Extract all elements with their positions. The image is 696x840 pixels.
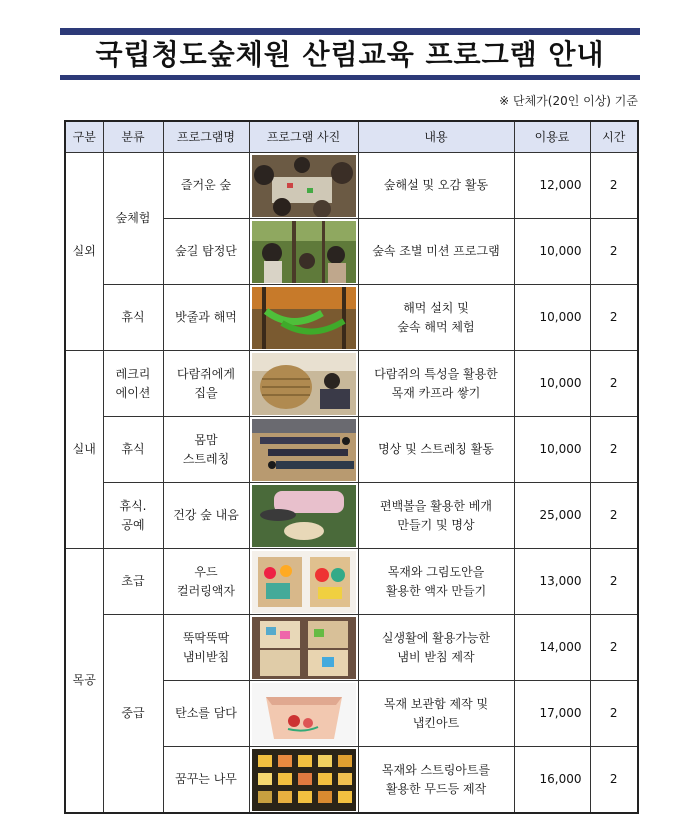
category-cell: 휴식 [103, 417, 163, 483]
fee-cell: 16,000 [514, 747, 590, 814]
fee-cell: 10,000 [514, 219, 590, 285]
table-row [65, 417, 638, 483]
fee-cell: 10,000 [514, 351, 590, 417]
program-name: 즐거운 숲 [163, 153, 249, 219]
content-cell: 목재와 그림도안을 활용한 액자 만들기 [358, 549, 514, 615]
header-time: 시간 [590, 121, 638, 153]
content-cell: 실생활에 활용가능한 냄비 받침 제작 [358, 615, 514, 681]
program-name: 숲길 탐정단 [163, 219, 249, 285]
photo-cell [249, 351, 358, 417]
wooden-box-photo [252, 683, 356, 745]
photo-cell [249, 681, 358, 747]
header-category: 분류 [103, 121, 163, 153]
program-name: 몸맘 스트레칭 [163, 417, 249, 483]
title-top-bar [60, 28, 640, 35]
content-cell: 해먹 설치 및 숲속 해먹 체험 [358, 285, 514, 351]
header-content: 내용 [358, 121, 514, 153]
content-cell: 다람쥐의 특성을 활용한 목재 카프라 쌓기 [358, 351, 514, 417]
header-photo: 프로그램 사진 [249, 121, 358, 153]
photo-cell [249, 483, 358, 549]
header-fee: 이용료 [514, 121, 590, 153]
squirrel-house-photo [252, 353, 356, 415]
category-cell: 중급 [103, 615, 163, 814]
coloring-frame-photo [252, 551, 356, 613]
time-cell: 2 [590, 285, 638, 351]
forest-detective-photo [252, 221, 356, 283]
program-name: 탄소를 담다 [163, 681, 249, 747]
content-cell: 목재와 스트링아트를 활용한 무드등 제작 [358, 747, 514, 814]
title-bottom-bar [60, 75, 640, 80]
time-cell: 2 [590, 351, 638, 417]
category-cell: 숲체험 [103, 153, 163, 285]
stretching-photo [252, 419, 356, 481]
program-name: 건강 숲 내음 [163, 483, 249, 549]
time-cell: 2 [590, 153, 638, 219]
program-name: 뚝딱뚝딱 냄비받침 [163, 615, 249, 681]
fee-cell: 17,000 [514, 681, 590, 747]
time-cell: 2 [590, 417, 638, 483]
section-cell: 목공 [65, 549, 103, 814]
header-program-name: 프로그램명 [163, 121, 249, 153]
table-row [65, 351, 638, 417]
category-cell: 휴식 [103, 285, 163, 351]
time-cell: 2 [590, 219, 638, 285]
photo-cell [249, 417, 358, 483]
table-row [65, 285, 638, 351]
page-title: 국립청도숲체원 산림교육 프로그램 안내 [95, 38, 605, 71]
category-cell: 레크리 에이션 [103, 351, 163, 417]
forest-activity-photo [252, 155, 356, 217]
content-cell: 목재 보관함 제작 및 냅킨아트 [358, 681, 514, 747]
fee-cell: 10,000 [514, 417, 590, 483]
fee-cell: 12,000 [514, 153, 590, 219]
category-cell: 휴식. 공예 [103, 483, 163, 549]
content-cell: 명상 및 스트레칭 활동 [358, 417, 514, 483]
program-table [64, 120, 639, 814]
section-cell: 실내 [65, 351, 103, 549]
photo-cell [249, 285, 358, 351]
photo-cell [249, 747, 358, 814]
time-cell: 2 [590, 681, 638, 747]
time-cell: 2 [590, 747, 638, 814]
program-name: 꿈꾸는 나무 [163, 747, 249, 814]
photo-cell [249, 153, 358, 219]
table-row [65, 549, 638, 615]
table-row [65, 483, 638, 549]
pillow-photo [252, 485, 356, 547]
time-cell: 2 [590, 615, 638, 681]
content-cell: 숲속 조별 미션 프로그램 [358, 219, 514, 285]
header-row [65, 121, 638, 153]
table-row [65, 615, 638, 681]
time-cell: 2 [590, 483, 638, 549]
program-name: 우드 컬러링액자 [163, 549, 249, 615]
photo-cell [249, 615, 358, 681]
photo-cell [249, 549, 358, 615]
fee-cell: 14,000 [514, 615, 590, 681]
mood-lamp-photo [252, 749, 356, 811]
hammock-photo [252, 287, 356, 349]
group-price-note: ※ 단체가(20인 이상) 기준 [499, 94, 638, 108]
category-cell: 초급 [103, 549, 163, 615]
content-cell: 숲해설 및 오감 활동 [358, 153, 514, 219]
table-row [65, 153, 638, 219]
program-name: 다람쥐에게 집을 [163, 351, 249, 417]
fee-cell: 10,000 [514, 285, 590, 351]
header-section: 구분 [65, 121, 103, 153]
photo-cell [249, 219, 358, 285]
program-name: 밧줄과 해먹 [163, 285, 249, 351]
section-cell: 실외 [65, 153, 103, 351]
time-cell: 2 [590, 549, 638, 615]
content-cell: 편백볼을 활용한 베개 만들기 및 명상 [358, 483, 514, 549]
trivet-photo [252, 617, 356, 679]
fee-cell: 25,000 [514, 483, 590, 549]
fee-cell: 13,000 [514, 549, 590, 615]
